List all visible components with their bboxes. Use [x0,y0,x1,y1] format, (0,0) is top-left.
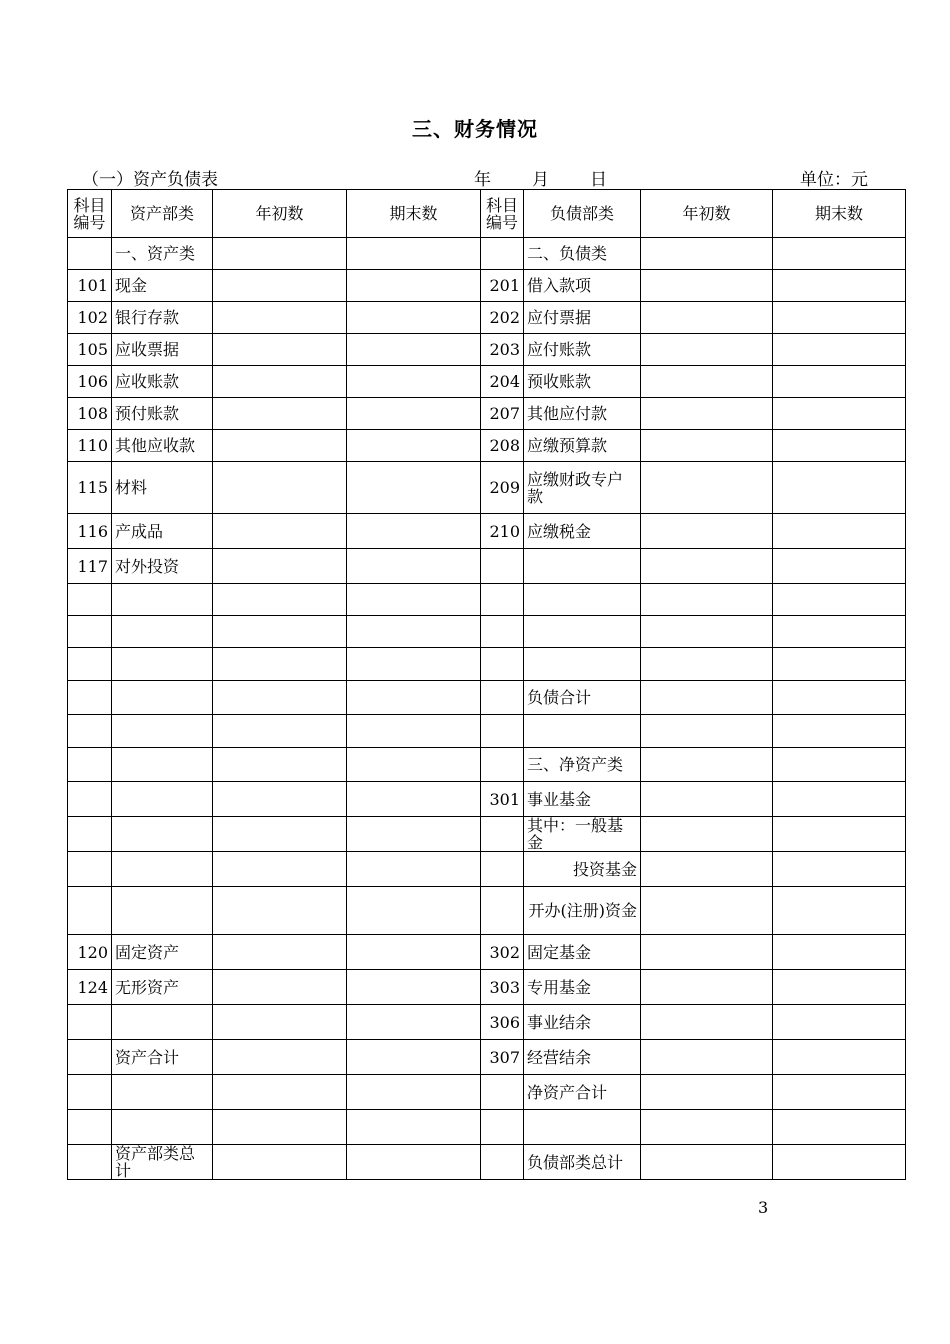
header-end-assets: 期末数 [347,190,481,238]
header-begin-assets: 年初数 [213,190,347,238]
asset-begin-value [213,715,347,748]
asset-code: 108 [68,398,112,430]
table-row [68,817,906,852]
day-label: 日 [590,170,607,190]
liability-name: 预收账款 [524,366,641,398]
table-row [68,852,906,887]
liability-name: 固定基金 [524,935,641,970]
asset-name: 其他应收款 [112,430,213,462]
asset-end-value [347,817,481,852]
asset-begin-value [213,1005,347,1040]
asset-end-value [347,1145,481,1180]
asset-name: 材料 [112,462,213,514]
asset-begin-value [213,238,347,270]
liability-end-value [773,270,906,302]
asset-code: 115 [68,462,112,514]
liability-name: 应缴税金 [524,514,641,549]
asset-name [112,782,213,817]
asset-code [68,1145,112,1180]
asset-begin-value [213,366,347,398]
liability-end-value [773,398,906,430]
asset-name: 应收票据 [112,334,213,366]
liability-begin-value [641,970,773,1005]
asset-name: 一、资产类 [112,238,213,270]
asset-end-value [347,887,481,935]
asset-end-value [347,1075,481,1110]
asset-code [68,748,112,782]
asset-name [112,1110,213,1145]
liability-name: 负债合计 [524,681,641,715]
liability-code [481,748,524,782]
liability-begin-value [641,1145,773,1180]
asset-name: 现金 [112,270,213,302]
liability-end-value [773,1005,906,1040]
asset-code: 120 [68,935,112,970]
header-liability-class: 负债部类 [524,190,641,238]
liability-begin-value [641,616,773,648]
liability-end-value [773,1110,906,1145]
liability-end-value [773,1145,906,1180]
liability-begin-value [641,748,773,782]
asset-code: 106 [68,366,112,398]
liability-begin-value [641,648,773,681]
liability-end-value [773,782,906,817]
liability-code [481,1110,524,1145]
liability-code [481,549,524,584]
asset-end-value [347,1005,481,1040]
asset-code: 117 [68,549,112,584]
asset-code: 110 [68,430,112,462]
liability-end-value [773,334,906,366]
table-row [68,1110,906,1145]
asset-begin-value [213,852,347,887]
page-number: 3 [758,1198,769,1217]
asset-name [112,681,213,715]
page-title: 三、财务情况 [412,117,538,141]
liability-code [481,715,524,748]
liability-name [524,549,641,584]
liability-end-value [773,970,906,1005]
asset-code [68,681,112,715]
asset-begin-value [213,584,347,616]
table-row [68,462,906,514]
table-row [68,681,906,715]
liability-end-value [773,616,906,648]
asset-code [68,817,112,852]
year-label: 年 [474,170,491,190]
liability-end-value [773,302,906,334]
liability-end-value [773,1075,906,1110]
header-begin-liabilities: 年初数 [641,190,773,238]
table-row [68,1145,906,1180]
asset-begin-value [213,1075,347,1110]
liability-begin-value [641,1005,773,1040]
asset-end-value [347,430,481,462]
asset-begin-value [213,302,347,334]
asset-code [68,782,112,817]
table-row [68,616,906,648]
month-label: 月 [532,170,549,190]
liability-name: 应缴预算款 [524,430,641,462]
liability-name [524,1110,641,1145]
liability-code [481,852,524,887]
liability-begin-value [641,681,773,715]
table-row [68,1040,906,1075]
asset-name: 银行存款 [112,302,213,334]
liability-begin-value [641,935,773,970]
asset-end-value [347,648,481,681]
liability-code [481,584,524,616]
asset-name: 对外投资 [112,549,213,584]
liability-begin-value [641,270,773,302]
liability-code: 301 [481,782,524,817]
asset-end-value [347,1040,481,1075]
liability-code [481,887,524,935]
liability-code: 208 [481,430,524,462]
liability-code: 302 [481,935,524,970]
liability-begin-value [641,1110,773,1145]
asset-begin-value [213,398,347,430]
table-row [68,398,906,430]
asset-end-value [347,366,481,398]
table-row [68,366,906,398]
asset-name [112,748,213,782]
liability-end-value [773,366,906,398]
liability-begin-value [641,1040,773,1075]
liability-begin-value [641,584,773,616]
asset-begin-value [213,616,347,648]
table-row [68,748,906,782]
liability-name: 专用基金 [524,970,641,1005]
unit-label: 单位：元 [800,170,868,190]
balance-sheet-table [67,189,906,1180]
liability-code: 203 [481,334,524,366]
asset-name: 资产合计 [112,1040,213,1075]
liability-end-value [773,648,906,681]
table-row [68,430,906,462]
liability-end-value [773,549,906,584]
liability-begin-value [641,715,773,748]
asset-code: 124 [68,970,112,1005]
liability-end-value [773,238,906,270]
table-row [68,782,906,817]
liability-end-value [773,748,906,782]
table-row [68,270,906,302]
asset-code [68,616,112,648]
asset-name: 预付账款 [112,398,213,430]
liability-begin-value [641,398,773,430]
liability-begin-value [641,514,773,549]
liability-code: 209 [481,462,524,514]
asset-end-value [347,681,481,715]
asset-name: 资产部类总计 [112,1145,213,1180]
table-row [68,549,906,584]
liability-code [481,648,524,681]
asset-end-value [347,782,481,817]
liability-code: 202 [481,302,524,334]
asset-name [112,887,213,935]
table-row [68,514,906,549]
liability-code [481,1075,524,1110]
asset-end-value [347,616,481,648]
asset-end-value [347,302,481,334]
liability-code [481,616,524,648]
table-row [68,302,906,334]
liability-begin-value [641,430,773,462]
liability-name [524,715,641,748]
asset-end-value [347,549,481,584]
liability-code: 207 [481,398,524,430]
liability-begin-value [641,462,773,514]
table-row [68,715,906,748]
table-row [68,935,906,970]
asset-end-value [347,462,481,514]
asset-end-value [347,748,481,782]
liability-begin-value [641,549,773,584]
liability-end-value [773,584,906,616]
asset-name: 应收账款 [112,366,213,398]
asset-name [112,715,213,748]
asset-name [112,584,213,616]
liability-name: 投资基金 [524,852,641,887]
asset-begin-value [213,681,347,715]
liability-code: 303 [481,970,524,1005]
liability-code: 307 [481,1040,524,1075]
liability-begin-value [641,817,773,852]
asset-name [112,1075,213,1110]
liability-name: 应缴财政专户款 [524,462,641,514]
asset-end-value [347,238,481,270]
liability-code [481,817,524,852]
liability-end-value [773,935,906,970]
asset-begin-value [213,935,347,970]
liability-code: 204 [481,366,524,398]
asset-code: 101 [68,270,112,302]
asset-end-value [347,715,481,748]
liability-name: 其他应付款 [524,398,641,430]
liability-end-value [773,852,906,887]
asset-code [68,1040,112,1075]
asset-end-value [347,514,481,549]
asset-code [68,584,112,616]
asset-code [68,1075,112,1110]
liability-name: 负债部类总计 [524,1145,641,1180]
liability-end-value [773,681,906,715]
asset-begin-value [213,1145,347,1180]
liability-begin-value [641,302,773,334]
asset-name [112,648,213,681]
asset-code [68,1110,112,1145]
liability-begin-value [641,887,773,935]
liability-begin-value [641,1075,773,1110]
asset-begin-value [213,1040,347,1075]
asset-begin-value [213,887,347,935]
asset-begin-value [213,334,347,366]
header-end-liabilities: 期末数 [773,190,906,238]
asset-code [68,715,112,748]
asset-name: 固定资产 [112,935,213,970]
liability-end-value [773,430,906,462]
liability-code [481,238,524,270]
liability-begin-value [641,852,773,887]
asset-name [112,852,213,887]
asset-begin-value [213,748,347,782]
header-row [68,190,906,238]
liability-name: 事业基金 [524,782,641,817]
asset-code [68,887,112,935]
asset-begin-value [213,648,347,681]
liability-name: 其中：一般基金 [524,817,641,852]
asset-code [68,648,112,681]
table-row [68,584,906,616]
liability-code: 306 [481,1005,524,1040]
liability-name: 应付账款 [524,334,641,366]
asset-end-value [347,398,481,430]
section-title: （一）资产负债表 [82,170,218,190]
liability-code [481,1145,524,1180]
liability-begin-value [641,366,773,398]
asset-end-value [347,852,481,887]
liability-name: 开办(注册)资金 [524,887,641,935]
table-row [68,1005,906,1040]
asset-code: 105 [68,334,112,366]
liability-code: 210 [481,514,524,549]
header-code-liabilities: 科目编号 [481,190,524,238]
liability-end-value [773,887,906,935]
liability-name: 二、负债类 [524,238,641,270]
table-row [68,970,906,1005]
liability-name: 借入款项 [524,270,641,302]
liability-code [481,681,524,715]
table-row [68,238,906,270]
asset-code: 116 [68,514,112,549]
liability-begin-value [641,782,773,817]
asset-begin-value [213,430,347,462]
liability-name [524,648,641,681]
liability-name: 净资产合计 [524,1075,641,1110]
liability-name: 事业结余 [524,1005,641,1040]
asset-code [68,238,112,270]
liability-end-value [773,514,906,549]
liability-begin-value [641,334,773,366]
liability-name: 应付票据 [524,302,641,334]
liability-begin-value [641,238,773,270]
table-row [68,334,906,366]
asset-name [112,1005,213,1040]
asset-code: 102 [68,302,112,334]
asset-end-value [347,1110,481,1145]
asset-begin-value [213,782,347,817]
asset-name: 无形资产 [112,970,213,1005]
asset-begin-value [213,1110,347,1145]
asset-begin-value [213,549,347,584]
liability-end-value [773,1040,906,1075]
asset-begin-value [213,270,347,302]
asset-end-value [347,970,481,1005]
asset-begin-value [213,970,347,1005]
liability-name: 三、净资产类 [524,748,641,782]
liability-code: 201 [481,270,524,302]
table-row [68,1075,906,1110]
asset-end-value [347,584,481,616]
table-row [68,648,906,681]
table-row [68,887,906,935]
asset-code [68,1005,112,1040]
liability-name: 经营结余 [524,1040,641,1075]
liability-end-value [773,715,906,748]
asset-end-value [347,270,481,302]
asset-name [112,616,213,648]
asset-name [112,817,213,852]
header-asset-class: 资产部类 [112,190,213,238]
asset-name: 产成品 [112,514,213,549]
liability-end-value [773,462,906,514]
header-code-assets: 科目编号 [68,190,112,238]
asset-code [68,852,112,887]
asset-begin-value [213,462,347,514]
asset-end-value [347,334,481,366]
asset-begin-value [213,817,347,852]
asset-end-value [347,935,481,970]
asset-begin-value [213,514,347,549]
liability-end-value [773,817,906,852]
liability-name [524,616,641,648]
liability-name [524,584,641,616]
